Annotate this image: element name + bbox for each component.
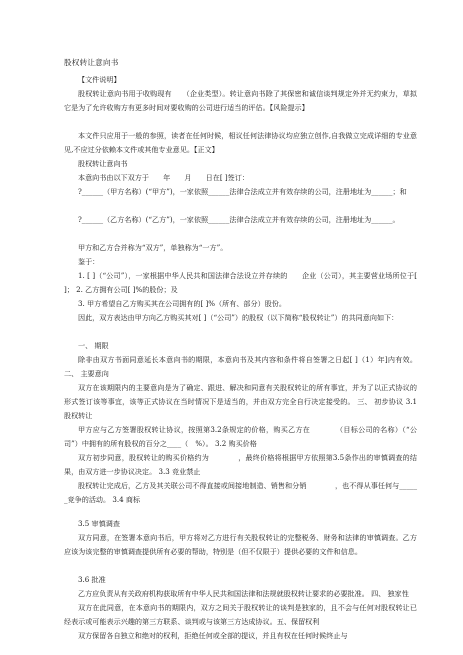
heading-term: 一、 期限: [78, 341, 109, 350]
paragraph-main-intent: 双方在该期限内的主要意向是为了确定、跟进、解决和同意有关股权转让的所有事宜，并为了以正式协议的形式签订该等事宜，该等正式协议在当时情况下是适当的，并由双方完全自行决定接受的。 三、 初步协议 3.1 股权转让: [64, 383, 417, 421]
paragraph-file-note-heading: 【文件说明】: [78, 75, 121, 84]
paragraph-party-a: ?______（甲方名称）(“甲方”)，一家依照______法律合法成立并有效存续的公司，注册地址为______；和: [78, 187, 407, 196]
paragraph-parties: 甲方和乙方合并称为“双方”，单独称为“一方”。: [78, 243, 228, 252]
paragraph-equity-transfer: 甲方应与乙方签署股权转让协议，按照第3.2条规定的价格，购买乙方在 （目标公司的名称）（“公司”）中拥有的所有股权的百分之____（ %）。 3.2 购买价格: [64, 425, 417, 449]
document-title: 股权转让意向书: [64, 58, 119, 67]
paragraph-whereas: 鉴于：: [78, 257, 100, 266]
paragraph-recital-3: 3. 甲方希望自乙方购买其在公司拥有的[ ]%（所有、部分）股份。: [78, 299, 286, 308]
paragraph-approval: 乙方应负责从有关政府机构获取所有中华人民共和国法律和法规就股权转让要求的必要批准。 四、 独家性: [78, 589, 409, 598]
heading-approval: 3.6 批准: [78, 575, 106, 584]
paragraph-file-note: 股权转让意向书用于收购现有 （企业类型）。转让意向书除了其保密和诚信谈判规定外并无约束力，草拟它是为了允许收购方有更多时间对要收购的公司进行适当的评估。【风险提示】: [64, 89, 417, 113]
paragraph-risk-note: 本文件只应用于一般的参照，读者在任何时候，相议任何法律协议均应独立创作,自我做立完成详细的专业意见,不应过分依赖本文件或其他专业意见。【正文】: [64, 131, 417, 155]
paragraph-signing: 本意向书由以下双方于 年 月 日在[ ]签订：: [78, 173, 249, 182]
heading-due-diligence: 3.5 审慎调查: [78, 519, 120, 528]
paragraph-intent: 因此，双方表达由甲方向乙方购买其对[ ]（“公司”）的股权（以下简称“股权转让”）的共同意向如下：: [78, 313, 399, 322]
paragraph-reservation: 双方保留各自独立和绝对的权利，拒绝任何或全部的提议，并且有权在任何时候终止与: [78, 631, 348, 640]
paragraph-due-diligence: 双方同意，在签署本意向书后，甲方将对乙方进行有关股权转让的完整税务、财务和法律的审慎调查。乙方应该为该完整的审慎调查提供所有必要的帮助，特别是（但不仅限于）提供必要的文件和信息。: [64, 533, 417, 557]
paragraph-exclusivity: 双方在此同意，在本意向书的期限内，双方之间关于股权转让的谈判是独家的，且不会与任何对股权转让已经表示或可能表示兴趣的第三方联系、谈判或与该第三方达成协议。五、保留权利: [64, 603, 417, 627]
paragraph-party-b: ?______（乙方名称）(“乙方”)，一家依照______法律合法成立并有效存续的公司，注册地址为______。: [78, 215, 400, 224]
paragraph-term: 除非由双方书面同意延长本意向书的期限，本意向书及其内容和条件将自签署之日起[ ]（1）年]内有效。 二、 主要意向: [64, 355, 417, 379]
paragraph-body-title: 股权转让意向书: [78, 159, 128, 168]
paragraph-recital-1-2: 1. [ ]（“公司”），一家根据中华人民共和国法律合法设立并存续的 企业（公司），其主要营业场所位于[ ]； 2. 乙方拥有公司[ ]%的股份；及: [64, 271, 417, 295]
paragraph-price: 双方初步同意，股权转让的购买价格约为 ，最终价格将根据甲方依照第3.5条作出的审慎调查的结果，由双方进一步协议决定。 3.3 竞业禁止: [64, 453, 417, 477]
paragraph-non-compete: 股权转让完成后，乙方及其关联公司不得直接或间接地制造、销售和分销 ，也不得从事任何与______竞争的活动。 3.4 商标: [64, 481, 417, 505]
